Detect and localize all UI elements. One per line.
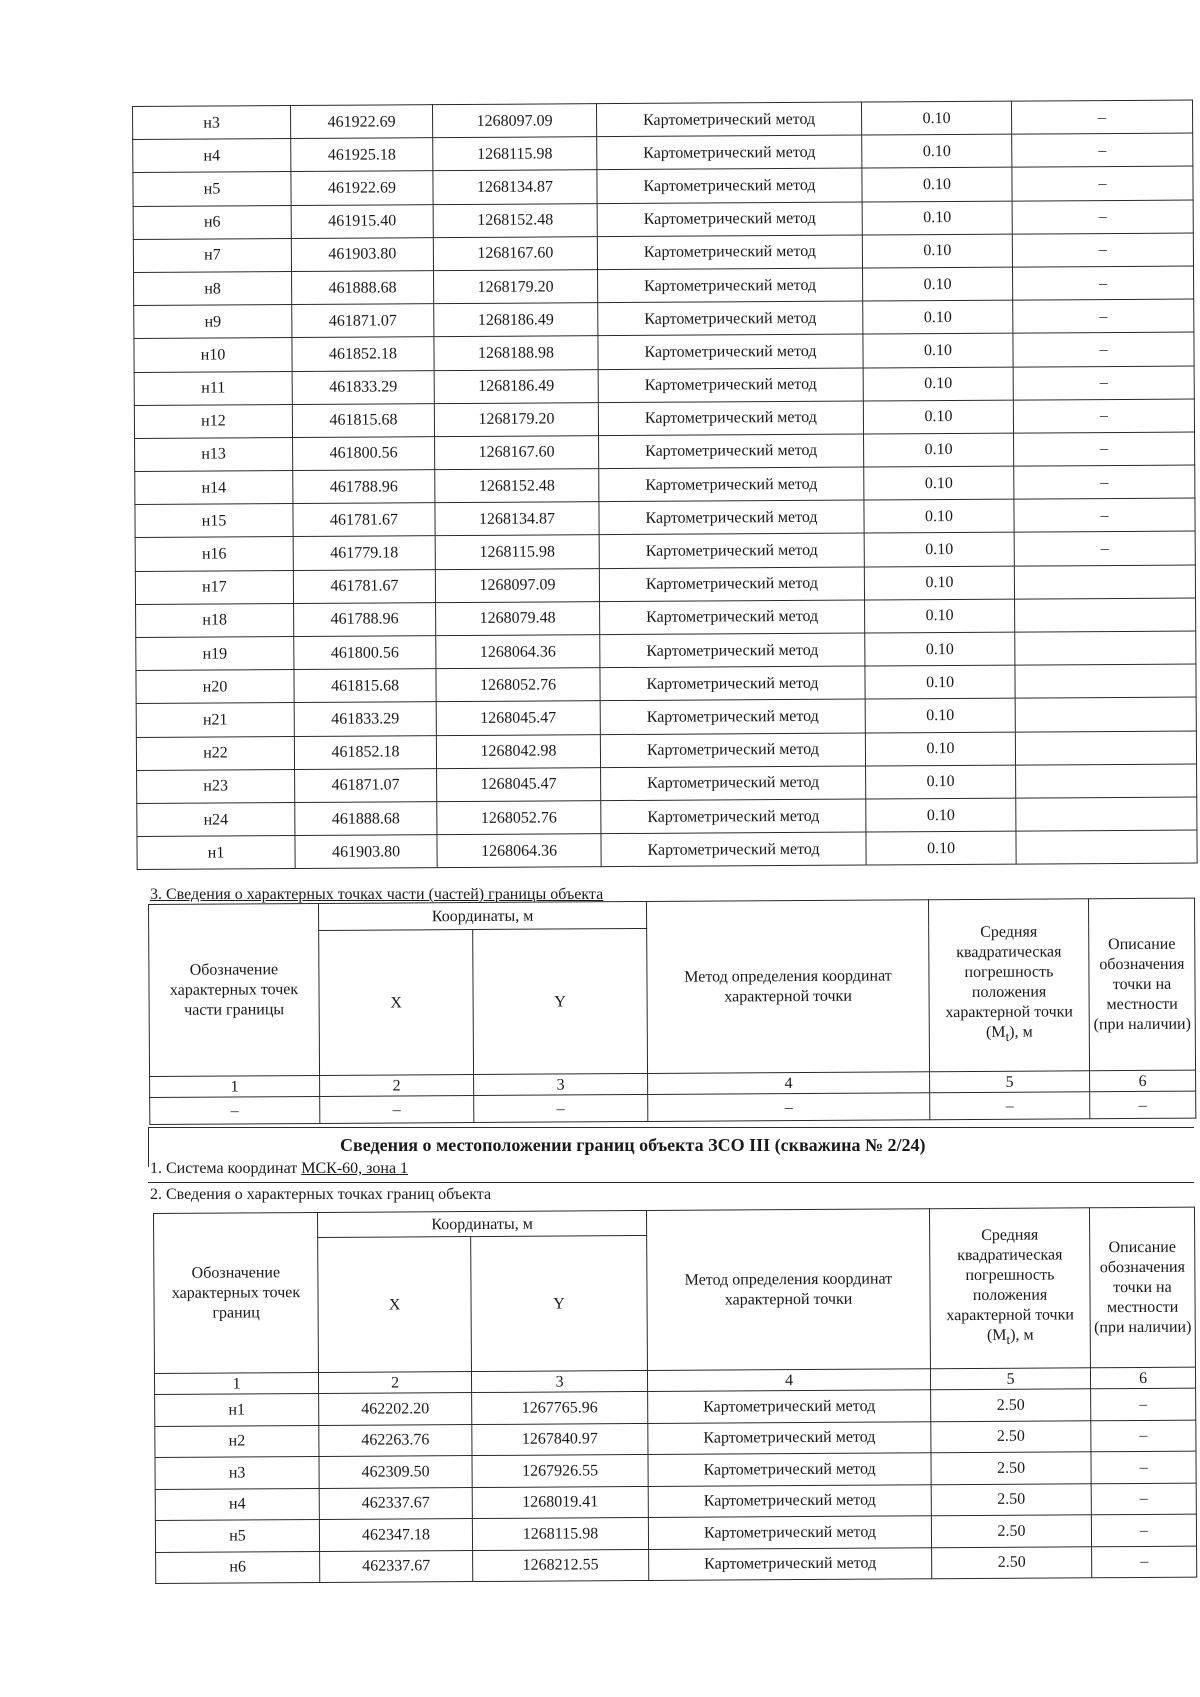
x-coordinate-cell: 461915.40 [291, 204, 433, 238]
y-coordinate-cell: 1268042.98 [436, 734, 600, 768]
description-cell [1015, 664, 1196, 698]
y-coordinate-cell: 1268079.48 [436, 601, 600, 635]
description-cell: – [1091, 1451, 1196, 1483]
header-mean-error: Средняя квадратическая погрешность положения характерной точки $(M_t)$, м [930, 1208, 1091, 1369]
method-cell: Картометрический метод [598, 301, 863, 336]
mean-error-cell: 0.10 [864, 433, 1014, 467]
method-cell: Картометрический метод [599, 467, 864, 502]
method-cell: Картометрический метод [649, 1547, 932, 1580]
point-id-cell: н18 [136, 603, 294, 637]
description-cell: – [1091, 1514, 1196, 1546]
points-table-continued [132, 100, 1198, 871]
x-coordinate-cell: 461852.18 [294, 735, 436, 769]
x-coordinate-cell: 461922.69 [291, 105, 433, 139]
y-coordinate-cell: 1268152.48 [433, 203, 597, 237]
method-cell: Картометрический метод [600, 600, 865, 635]
header-description: Описание обозначения точки на местности (при наличии) [1089, 898, 1196, 1071]
description-cell: – [1012, 166, 1193, 200]
points-caption: 2. Сведения о характерных точках границ объекта [150, 1186, 492, 1203]
method-cell: Картометрический метод [600, 633, 865, 668]
x-coordinate-cell: 461888.68 [295, 802, 437, 836]
description-cell [1014, 565, 1195, 599]
description-cell: – [1013, 399, 1194, 433]
x-coordinate-cell: 461800.56 [294, 636, 436, 670]
mean-error-cell: 0.10 [861, 101, 1011, 135]
header-coordinates: Координаты, м [318, 901, 646, 930]
description-cell: – [1014, 432, 1195, 466]
y-coordinate-cell: 1268097.09 [435, 568, 599, 602]
description-cell: – [1092, 1546, 1197, 1578]
mean-error-cell: 0.10 [862, 134, 1012, 168]
description-cell: – [1013, 366, 1194, 400]
point-id-cell: н16 [135, 537, 293, 571]
mean-error-cell: 0.10 [864, 566, 1014, 600]
mean-error-cell: 2.50 [931, 1483, 1091, 1515]
y-coordinate-cell: 1268019.41 [472, 1486, 648, 1519]
description-cell: – [1091, 1388, 1196, 1420]
point-id-cell: н17 [135, 570, 293, 604]
x-coordinate-cell: 461888.68 [292, 271, 434, 305]
y-coordinate-cell: 1268186.49 [434, 369, 598, 403]
method-cell: Картометрический метод [597, 168, 862, 203]
point-id-cell: – [150, 1096, 320, 1124]
x-coordinate-cell: 462337.67 [320, 1550, 473, 1582]
method-cell: Картометрический метод [601, 832, 866, 867]
method-cell: Картометрический метод [598, 268, 863, 303]
point-id-cell: н20 [136, 670, 294, 704]
method-cell: Картометрический метод [598, 368, 863, 403]
y-coordinate-cell: 1268186.49 [434, 303, 598, 337]
description-cell [1015, 697, 1196, 731]
x-coordinate-cell: 461833.29 [292, 370, 434, 404]
mean-error-cell: 0.10 [866, 831, 1016, 865]
coordinate-system-line: 1. Система координат МСК-60, зона 1 [150, 1160, 409, 1177]
description-cell: – [1012, 133, 1193, 167]
mean-error-cell: 0.10 [865, 698, 1015, 732]
mean-error-cell: 0.10 [866, 798, 1016, 832]
method-cell: – [648, 1093, 930, 1122]
y-coordinate-cell: 1268179.20 [434, 270, 598, 304]
point-id-cell: н22 [136, 736, 294, 770]
description-cell: – [1091, 1420, 1196, 1452]
method-cell: Картометрический метод [648, 1421, 931, 1454]
point-id-cell: 1 [154, 1372, 318, 1394]
point-id-cell: н6 [156, 1551, 320, 1584]
description-cell [1015, 598, 1196, 632]
point-id-cell: н10 [134, 338, 292, 372]
method-cell: Картометрический метод [648, 1516, 931, 1549]
x-coordinate-cell: 461922.69 [291, 171, 433, 205]
header-x: X [319, 930, 474, 1076]
x-coordinate-cell: 461800.56 [293, 437, 435, 471]
point-id-cell: н19 [136, 637, 294, 671]
description-cell [1015, 731, 1196, 765]
description-cell [1016, 764, 1197, 798]
method-cell: Картометрический метод [598, 401, 863, 436]
mean-error-cell: 0.10 [863, 300, 1013, 334]
header-method: Метод определения координат характерной точки [647, 900, 930, 1074]
point-id-cell: н4 [133, 139, 291, 173]
y-coordinate-cell: 1268052.76 [437, 801, 601, 835]
part-boundary-table [148, 898, 1196, 1125]
point-id-cell: н5 [133, 172, 291, 206]
y-coordinate-cell: 3 [474, 1073, 648, 1095]
x-coordinate-cell: 2 [320, 1075, 474, 1097]
description-cell: – [1014, 531, 1195, 565]
mean-error-cell: 2.50 [931, 1452, 1091, 1484]
y-coordinate-cell: 1268167.60 [433, 236, 597, 270]
description-cell: – [1013, 266, 1194, 300]
description-cell [1015, 631, 1196, 665]
x-coordinate-cell: 461871.07 [295, 768, 437, 802]
description-cell [1016, 830, 1197, 864]
y-coordinate-cell: 1268134.87 [433, 170, 597, 204]
x-coordinate-cell: 462347.18 [319, 1519, 472, 1551]
point-id-cell: н3 [155, 1456, 319, 1489]
y-coordinate-cell: 1268179.20 [434, 402, 598, 436]
point-id-cell: н2 [155, 1425, 319, 1458]
header-point-designation: Обозначение характерных точек границ [154, 1212, 319, 1373]
y-coordinate-cell: 1268212.55 [473, 1549, 649, 1582]
x-coordinate-cell: 461903.80 [295, 835, 437, 869]
point-id-cell: н3 [133, 106, 291, 140]
point-id-cell: н15 [135, 504, 293, 538]
mean-error-cell: 0.10 [865, 632, 1015, 666]
x-coordinate-cell: 461815.68 [294, 669, 436, 703]
method-cell: Картометрический метод [597, 202, 862, 237]
mean-error-cell: 0.10 [863, 367, 1013, 401]
object-title: Сведения о местоположении границ объекта ЗСО III (скважина № 2/24) [340, 1135, 926, 1155]
x-coordinate-cell: 462309.50 [319, 1456, 472, 1488]
method-cell: Картометрический метод [599, 500, 864, 535]
x-coordinate-cell: 462202.20 [319, 1393, 472, 1425]
x-coordinate-cell: 461788.96 [293, 470, 435, 504]
x-coordinate-cell: 461833.29 [294, 702, 436, 736]
point-id-cell: н4 [155, 1488, 319, 1521]
description-cell: – [1013, 299, 1194, 333]
separator-line [148, 1127, 1194, 1128]
mean-error-cell: 0.10 [865, 599, 1015, 633]
mean-error-cell: 0.10 [863, 400, 1013, 434]
mean-error-cell: 0.10 [866, 765, 1016, 799]
description-cell: – [1090, 1091, 1196, 1119]
y-coordinate-cell: 1268064.36 [436, 635, 600, 669]
table-row [156, 1546, 1197, 1584]
coordinate-system-underline [148, 1182, 1194, 1183]
x-coordinate-cell: 461852.18 [292, 337, 434, 371]
method-cell: Картометрический метод [601, 799, 866, 834]
method-cell: 4 [648, 1072, 930, 1095]
y-coordinate-cell: 1268152.48 [435, 469, 599, 503]
y-coordinate-cell: 1268052.76 [436, 668, 600, 702]
y-coordinate-cell: 1268134.87 [435, 502, 599, 536]
mean-error-cell: 0.10 [863, 333, 1013, 367]
mean-error-cell: 0.10 [864, 499, 1014, 533]
mean-error-cell: – [930, 1092, 1090, 1120]
mean-error-cell: 5 [930, 1368, 1090, 1390]
method-cell: 4 [647, 1369, 930, 1392]
point-id-cell: н8 [134, 271, 292, 305]
x-coordinate-cell: 461779.18 [293, 536, 435, 570]
point-id-cell: н13 [135, 437, 293, 471]
x-coordinate-cell: 461781.67 [293, 503, 435, 537]
method-cell: Картометрический метод [597, 235, 862, 270]
point-id-cell: н1 [155, 1393, 319, 1426]
x-coordinate-cell: – [320, 1096, 474, 1124]
point-id-cell: н9 [134, 305, 292, 339]
method-cell: Картометрический метод [648, 1390, 931, 1423]
description-cell: – [1012, 233, 1193, 267]
y-coordinate-cell: 1268167.60 [435, 436, 599, 470]
y-coordinate-cell: 1268064.36 [437, 834, 601, 868]
header-method: Метод определения координат характерной точки [647, 1209, 931, 1371]
y-coordinate-cell: 3 [471, 1370, 647, 1392]
mean-error-cell: 0.10 [862, 168, 1012, 202]
description-cell: – [1011, 100, 1192, 134]
mean-error-cell: 0.10 [862, 234, 1012, 268]
method-cell: Картометрический метод [648, 1453, 931, 1486]
method-cell: Картометрический метод [598, 334, 863, 369]
y-coordinate-cell: 1268115.98 [472, 1517, 648, 1550]
table-row [137, 830, 1197, 870]
method-cell: Картометрический метод [599, 567, 864, 602]
mean-error-cell: 5 [930, 1071, 1090, 1093]
x-coordinate-cell: 461815.68 [292, 403, 434, 437]
y-coordinate-cell: 1267926.55 [472, 1454, 648, 1487]
y-coordinate-cell: 1268115.98 [433, 137, 597, 171]
point-id-cell: н5 [155, 1519, 319, 1552]
description-cell: – [1014, 465, 1195, 499]
mean-error-cell: 2.50 [931, 1389, 1091, 1421]
method-cell: Картометрический метод [597, 135, 862, 170]
point-id-cell: н14 [135, 471, 293, 505]
x-coordinate-cell: 461788.96 [294, 602, 436, 636]
header-y: Y [471, 1235, 648, 1371]
header-description: Описание обозначения точки на местности (при наличии) [1090, 1207, 1196, 1368]
table-row [150, 1091, 1196, 1124]
x-coordinate-cell: 461925.18 [291, 138, 433, 172]
point-id-cell: н24 [137, 802, 295, 836]
x-coordinate-cell: 461903.80 [291, 237, 433, 271]
description-cell: 6 [1090, 1070, 1196, 1092]
point-id-cell: н1 [137, 836, 295, 870]
point-id-cell: 1 [150, 1075, 320, 1097]
point-id-cell: н12 [134, 404, 292, 438]
header-mean-error: Средняя квадратическая погрешность положения характерной точки $(M_t)$, м [929, 899, 1090, 1072]
x-coordinate-cell: 462263.76 [319, 1424, 472, 1456]
object-points-table [153, 1207, 1197, 1584]
header-point-designation: Обозначение характерных точек части границы [149, 903, 320, 1076]
point-id-cell: н6 [133, 205, 291, 239]
y-coordinate-cell: 1268045.47 [436, 701, 600, 735]
separator-left-border [148, 1127, 149, 1167]
method-cell: Картометрический метод [648, 1484, 931, 1517]
section3-caption: 3. Сведения о характерных точках части (частей) границы объекта [150, 886, 604, 903]
method-cell: Картометрический метод [600, 666, 865, 701]
method-cell: Картометрический метод [599, 434, 864, 469]
y-coordinate-cell: 1268097.09 [432, 104, 596, 138]
mean-error-cell: 0.10 [865, 665, 1015, 699]
header-coordinates: Координаты, м [318, 1210, 647, 1237]
y-coordinate-cell: 1267765.96 [472, 1391, 648, 1424]
x-coordinate-cell: 461781.67 [293, 569, 435, 603]
description-cell: 6 [1090, 1367, 1195, 1389]
method-cell: Картометрический метод [601, 766, 866, 801]
y-coordinate-cell: 1268115.98 [435, 535, 599, 569]
y-coordinate-cell: – [474, 1094, 648, 1122]
mean-error-cell: 0.10 [863, 267, 1013, 301]
y-coordinate-cell: 1267840.97 [472, 1423, 648, 1456]
header-y: Y [473, 928, 648, 1074]
description-cell [1016, 797, 1197, 831]
point-id-cell: н7 [133, 238, 291, 272]
method-cell: Картометрический метод [599, 533, 864, 568]
x-coordinate-cell: 461871.07 [292, 304, 434, 338]
y-coordinate-cell: 1268045.47 [437, 767, 601, 801]
header-x: X [318, 1237, 472, 1373]
x-coordinate-cell: 462337.67 [319, 1487, 472, 1519]
y-coordinate-cell: 1268188.98 [434, 336, 598, 370]
method-cell: Картометрический метод [600, 733, 865, 768]
x-coordinate-cell: 2 [318, 1372, 471, 1394]
point-id-cell: н21 [136, 703, 294, 737]
mean-error-cell: 2.50 [932, 1546, 1092, 1578]
description-cell: – [1013, 332, 1194, 366]
method-cell: Картометрический метод [596, 102, 861, 137]
description-cell: – [1012, 200, 1193, 234]
mean-error-cell: 0.10 [862, 201, 1012, 235]
mean-error-cell: 0.10 [865, 732, 1015, 766]
mean-error-cell: 2.50 [931, 1515, 1091, 1547]
mean-error-cell: 0.10 [864, 466, 1014, 500]
description-cell: – [1091, 1483, 1196, 1515]
mean-error-cell: 0.10 [864, 533, 1014, 567]
mean-error-cell: 2.50 [931, 1420, 1091, 1452]
description-cell: – [1014, 498, 1195, 532]
point-id-cell: н23 [137, 769, 295, 803]
method-cell: Картометрический метод [600, 699, 865, 734]
point-id-cell: н11 [134, 371, 292, 405]
